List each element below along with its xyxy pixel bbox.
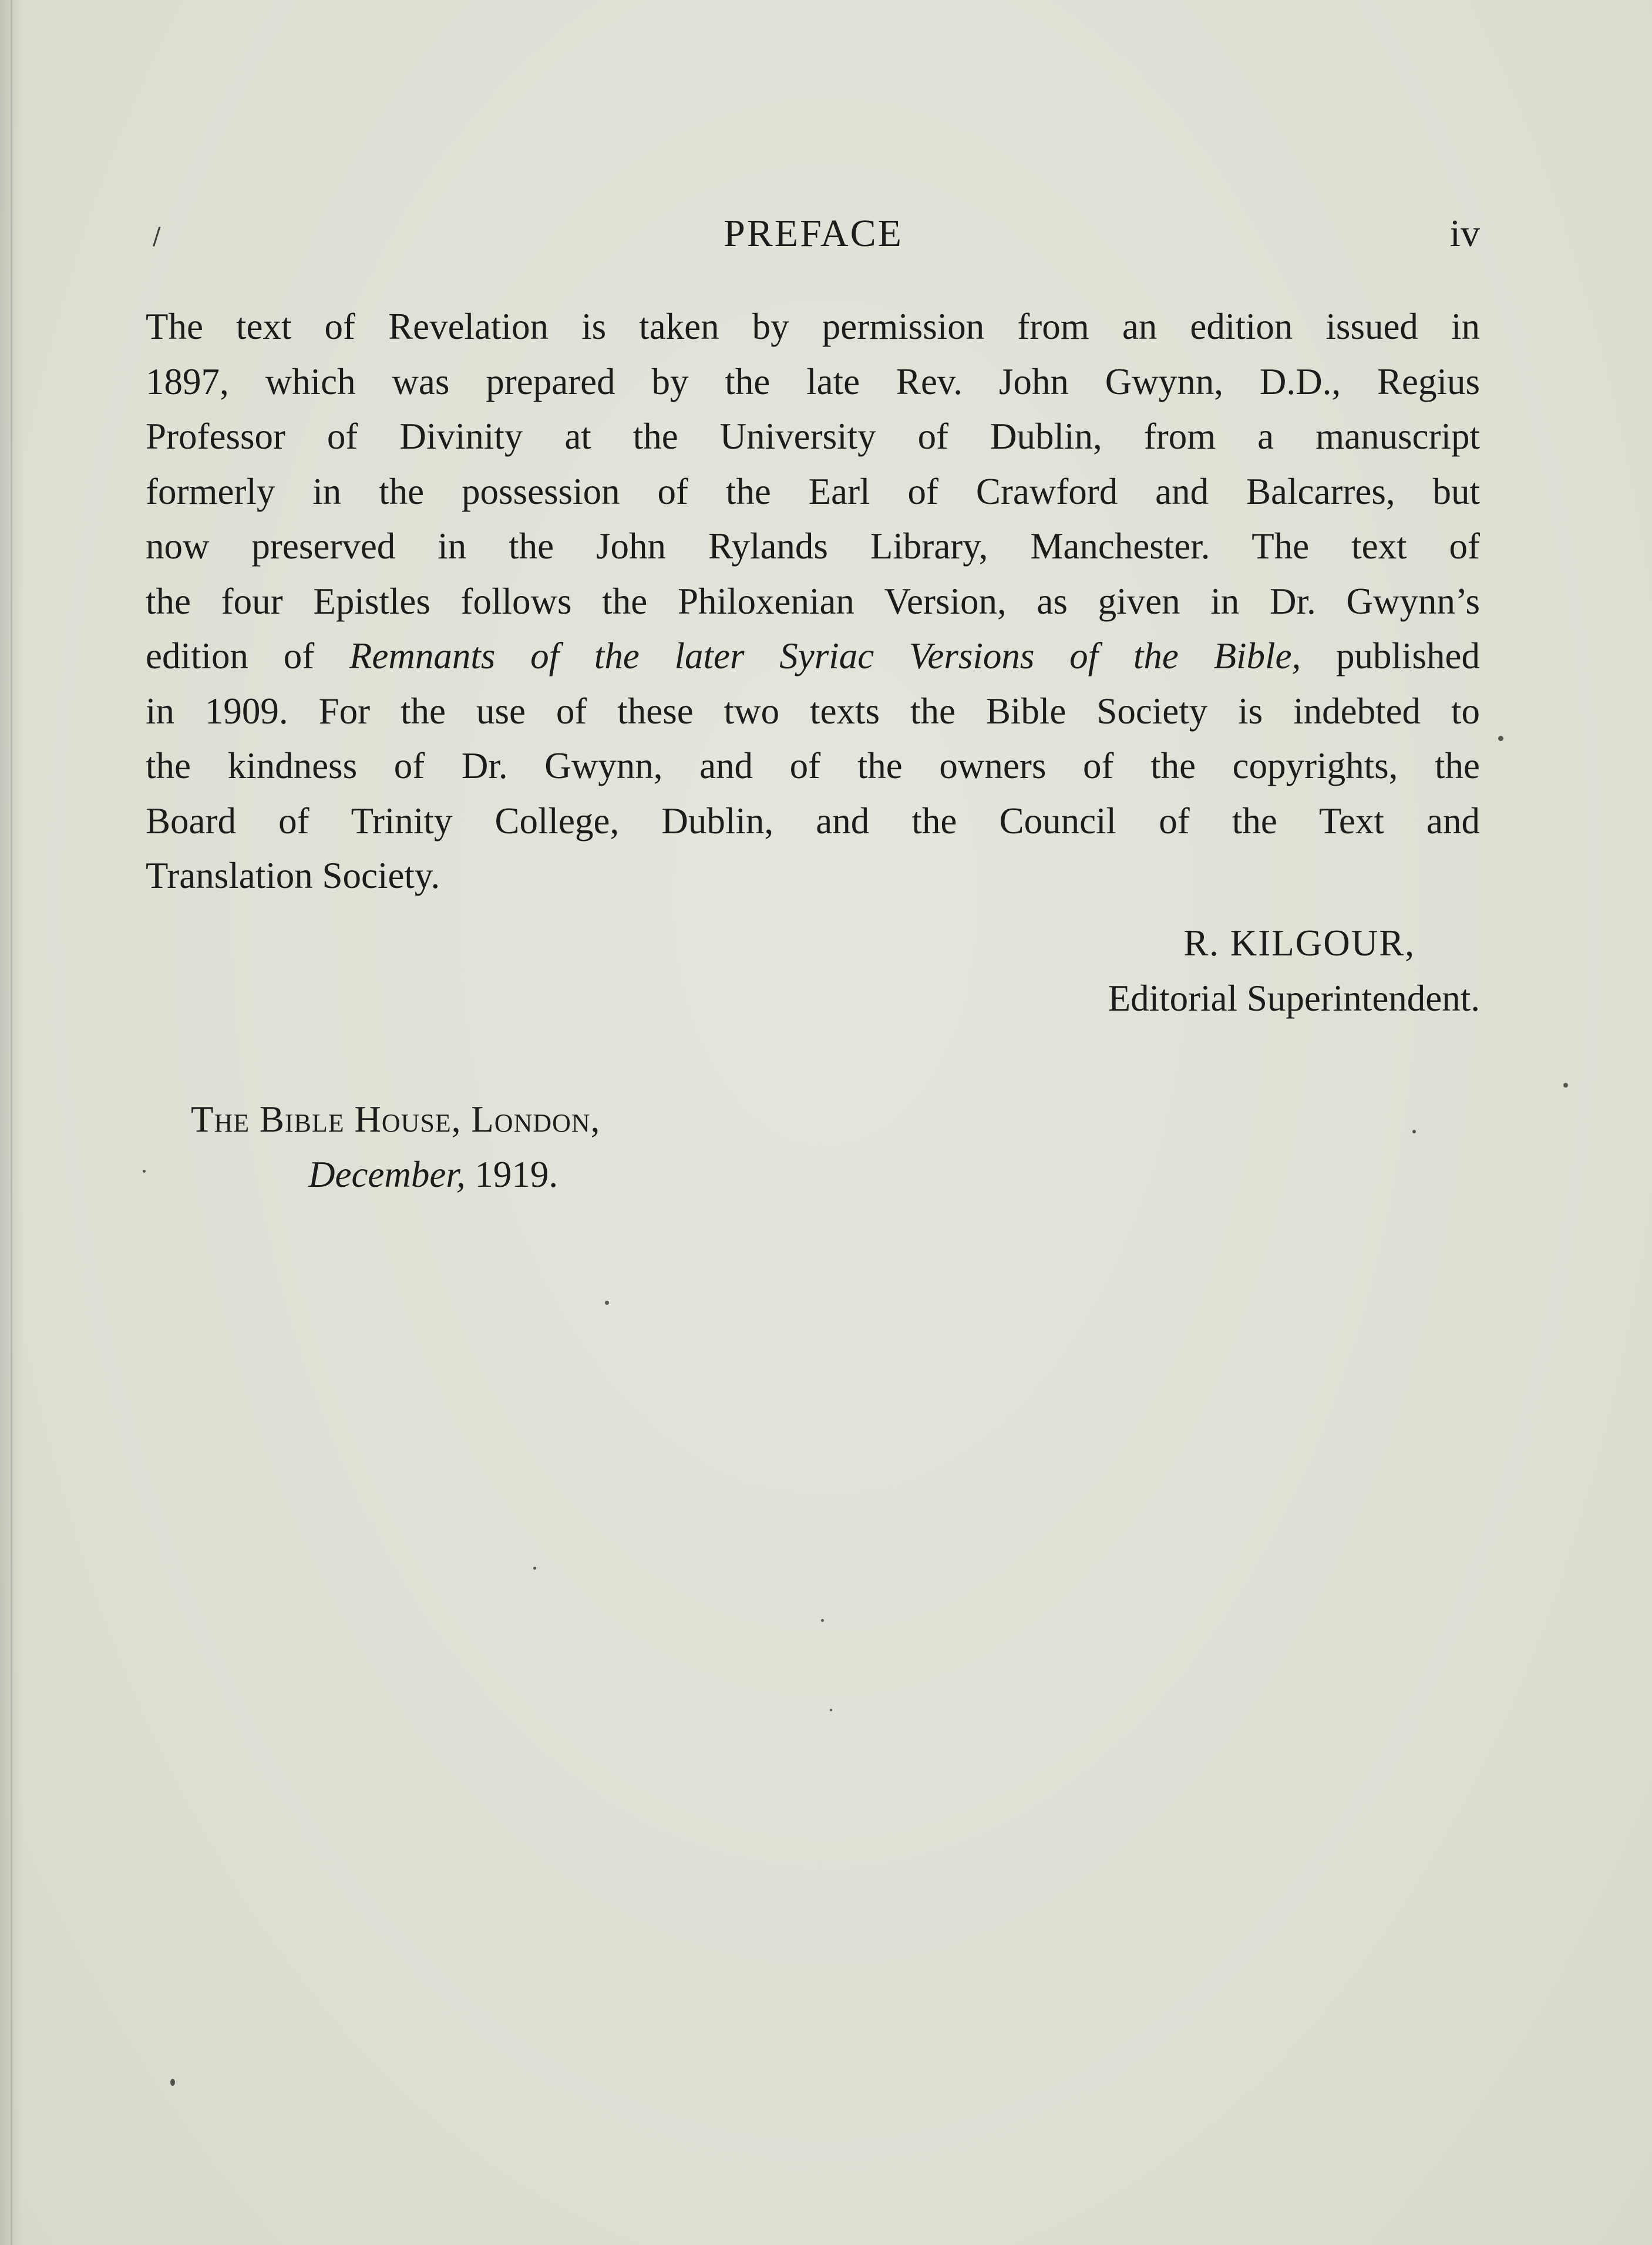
line-text-after: published: [1301, 635, 1480, 676]
preface-paragraph: [146, 299, 1480, 904]
paragraph-line: in 1909. For the use of these two texts the Bible Society is indebted to: [146, 690, 1480, 732]
paper-speck: [821, 1619, 824, 1622]
place-date-block: [191, 1092, 600, 1202]
paper-speck: [1498, 736, 1503, 741]
place-location: The Bible House, London,: [191, 1099, 601, 1140]
date-month: December,: [308, 1153, 466, 1195]
paper-speck: [143, 1170, 146, 1173]
paragraph-line: the four Epistles follows the Philoxenian Version, as given in Dr. Gwynn’s: [146, 580, 1480, 622]
paragraph-line-with-title: [146, 629, 1480, 684]
page-header: [147, 211, 1480, 264]
signatory-name: R. KILGOUR,: [1183, 923, 1415, 964]
page-edge: [11, 0, 12, 2245]
signatory-title: Editorial Superintendent.: [1108, 977, 1480, 1019]
paper-speck: [533, 1567, 536, 1570]
paragraph-line: Translation Society.: [146, 855, 440, 896]
paragraph-line: now preserved in the John Rylands Library, Manchester. The text of: [146, 526, 1480, 567]
header-mark: /: [153, 223, 161, 250]
line-text-before: edition of: [146, 635, 349, 676]
paper-speck: [1412, 1130, 1416, 1133]
paragraph-line: The text of Revelation is taken by permission from an edition issued in: [146, 306, 1480, 347]
book-title: Remnants of the later Syriac Versions of the Bible,: [349, 635, 1301, 676]
paper-speck: [830, 1709, 832, 1711]
page-title: PREFACE: [724, 212, 903, 255]
date-year: 1919.: [465, 1153, 558, 1195]
page-number: iv: [1449, 212, 1480, 255]
paragraph-line: Board of Trinity College, Dublin, and the Council of the Text and: [146, 800, 1480, 842]
signature-block: [1108, 916, 1480, 1026]
paragraph-line: the kindness of Dr. Gwynn, and of the owners of the copyrights, the: [146, 745, 1480, 786]
paper-speck: [1563, 1083, 1568, 1088]
paragraph-line: Professor of Divinity at the University of Dublin, from a manuscript: [146, 416, 1480, 457]
paper-speck: [605, 1301, 609, 1305]
paper-speck: [170, 2079, 175, 2086]
place-date: [308, 1147, 600, 1203]
paragraph-line: formerly in the possession of the Earl of Crawford and Balcarres, but: [146, 470, 1480, 512]
paragraph-line: 1897, which was prepared by the late Rev. John Gwynn, D.D., Regius: [146, 361, 1480, 402]
